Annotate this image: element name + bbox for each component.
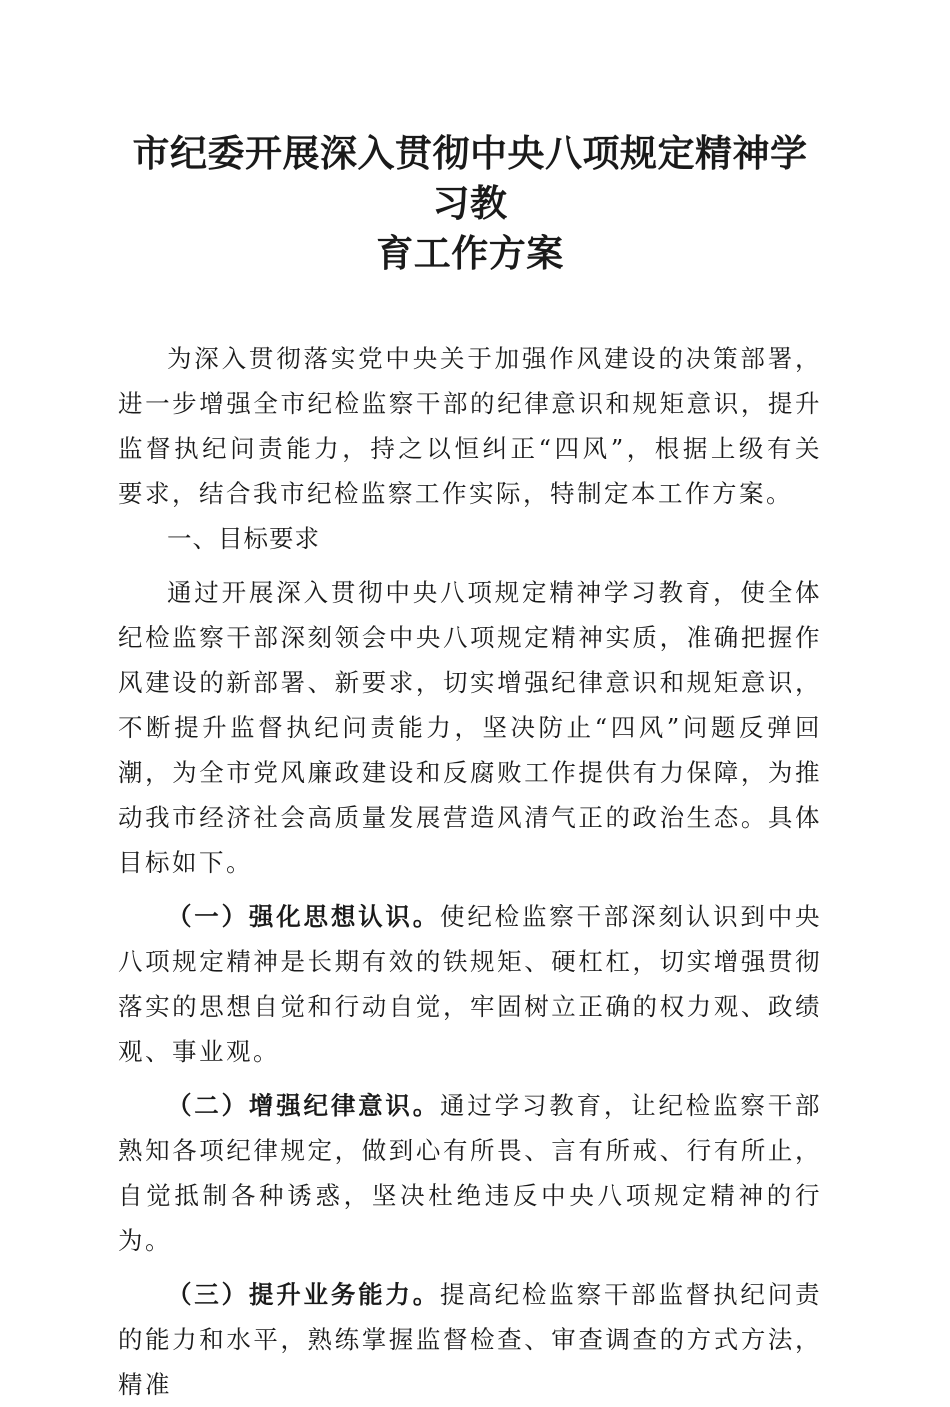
section-heading-goals: 一、目标要求 bbox=[167, 524, 320, 553]
document-title bbox=[118, 128, 822, 278]
title-line-1: 市纪委开展深入贯彻中央八项规定精神学习教 bbox=[132, 131, 808, 225]
intro-paragraph: 为深入贯彻落实党中央关于加强作风建设的决策部署，进一步增强全市纪检监察干部的纪律意识和规矩意识，提升监督执纪问责能力，持之以恒纠正“四风”，根据上级有关要求，结合我市纪检监察工作实际，特制定本工作方案。 bbox=[118, 344, 822, 508]
document-page bbox=[118, 128, 822, 1407]
goal-item-3 bbox=[118, 1272, 822, 1407]
goal-item-3-text: 提高纪检监察干部监督执纪问责的能力和水平，熟练掌握监督检查、审查调查的方式方法，精准 bbox=[118, 1280, 823, 1399]
goal-item-2 bbox=[118, 1083, 822, 1263]
goal-item-3-lead: （三）提升业务能力。 bbox=[167, 1280, 441, 1309]
goal-item-1-text: 使纪检监察干部深刻认识到中央八项规定精神是长期有效的铁规矩、硬杠杠，切实增强贯彻落实的思想自觉和行动自觉，牢固树立正确的权力观、政绩观、事业观。 bbox=[118, 902, 823, 1066]
goals-paragraph: 通过开展深入贯彻中央八项规定精神学习教育，使全体纪检监察干部深刻领会中央八项规定精神实质，准确把握作风建设的新部署、新要求，切实增强纪律意识和规矩意识，不断提升监督执纪问责能力，坚决防止“四风”问题反弹回潮，为全市党风廉政建设和反腐败工作提供有力保障，为推动我市经济社会高质量发展营造风清气正的政治生态。具体目标如下。 bbox=[118, 578, 822, 877]
goal-item-1 bbox=[118, 894, 822, 1074]
goal-item-1-lead: （一）强化思想认识。 bbox=[167, 902, 441, 931]
title-line-2: 育工作方案 bbox=[376, 231, 564, 275]
goal-item-2-lead: （二）增强纪律意识。 bbox=[167, 1091, 441, 1120]
goal-item-2-text: 通过学习教育，让纪检监察干部熟知各项纪律规定，做到心有所畏、言有所戒、行有所止，自觉抵制各种诱惑，坚决杜绝违反中央八项规定精神的行为。 bbox=[118, 1091, 823, 1255]
